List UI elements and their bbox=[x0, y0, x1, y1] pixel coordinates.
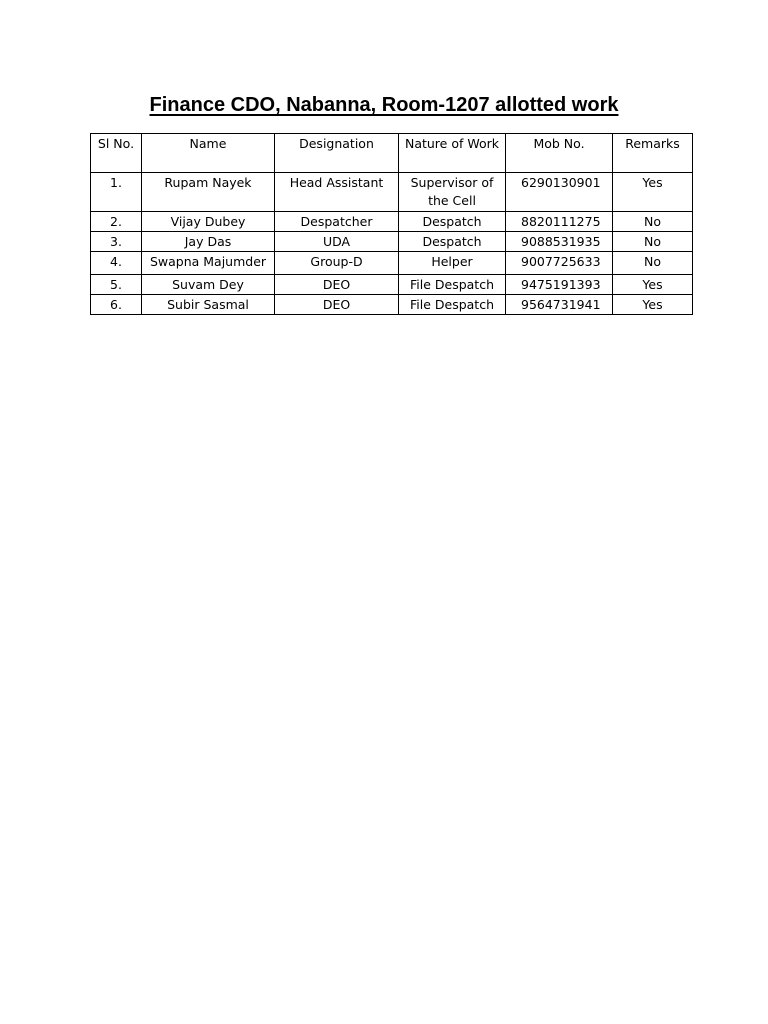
cell-sl-no: 2. bbox=[91, 212, 142, 232]
cell-nature-of-work: File Despatch bbox=[399, 295, 506, 315]
header-sl-no: Sl No. bbox=[91, 134, 142, 173]
cell-nature-of-work: Despatch bbox=[399, 212, 506, 232]
header-nature-of-work: Nature of Work bbox=[399, 134, 506, 173]
header-name: Name bbox=[142, 134, 275, 173]
cell-remarks: Yes bbox=[613, 275, 693, 295]
cell-sl-no: 4. bbox=[91, 252, 142, 275]
cell-sl-no: 1. bbox=[91, 173, 142, 212]
cell-name: Rupam Nayek bbox=[142, 173, 275, 212]
cell-nature-of-work: File Despatch bbox=[399, 275, 506, 295]
cell-mob-no: 6290130901 bbox=[506, 173, 613, 212]
cell-nature-of-work: Supervisor of the Cell bbox=[399, 173, 506, 212]
table-header-row bbox=[91, 134, 693, 173]
cell-designation: Head Assistant bbox=[275, 173, 399, 212]
header-mob-no: Mob No. bbox=[506, 134, 613, 173]
cell-remarks: Yes bbox=[613, 295, 693, 315]
page-title: Finance CDO, Nabanna, Room-1207 allotted work bbox=[149, 94, 619, 116]
table-row bbox=[91, 232, 693, 252]
cell-sl-no: 5. bbox=[91, 275, 142, 295]
table-row bbox=[91, 295, 693, 315]
cell-sl-no: 3. bbox=[91, 232, 142, 252]
cell-name: Subir Sasmal bbox=[142, 295, 275, 315]
cell-nature-of-work: Despatch bbox=[399, 232, 506, 252]
cell-mob-no: 9475191393 bbox=[506, 275, 613, 295]
cell-name: Suvam Dey bbox=[142, 275, 275, 295]
cell-remarks: No bbox=[613, 212, 693, 232]
cell-name: Swapna Majumder bbox=[142, 252, 275, 275]
cell-mob-no: 9007725633 bbox=[506, 252, 613, 275]
cell-name: Vijay Dubey bbox=[142, 212, 275, 232]
cell-mob-no: 9564731941 bbox=[506, 295, 613, 315]
table-row bbox=[91, 252, 693, 275]
header-remarks: Remarks bbox=[613, 134, 693, 173]
cell-mob-no: 8820111275 bbox=[506, 212, 613, 232]
table-row bbox=[91, 173, 693, 212]
cell-designation: DEO bbox=[275, 275, 399, 295]
cell-remarks: Yes bbox=[613, 173, 693, 212]
table-row bbox=[91, 212, 693, 232]
header-designation: Designation bbox=[275, 134, 399, 173]
cell-remarks: No bbox=[613, 252, 693, 275]
allotted-work-table bbox=[90, 133, 693, 315]
cell-nature-of-work: Helper bbox=[399, 252, 506, 275]
cell-designation: UDA bbox=[275, 232, 399, 252]
cell-sl-no: 6. bbox=[91, 295, 142, 315]
cell-designation: Despatcher bbox=[275, 212, 399, 232]
cell-designation: DEO bbox=[275, 295, 399, 315]
cell-designation: Group-D bbox=[275, 252, 399, 275]
cell-mob-no: 9088531935 bbox=[506, 232, 613, 252]
cell-remarks: No bbox=[613, 232, 693, 252]
table-row bbox=[91, 275, 693, 295]
cell-name: Jay Das bbox=[142, 232, 275, 252]
